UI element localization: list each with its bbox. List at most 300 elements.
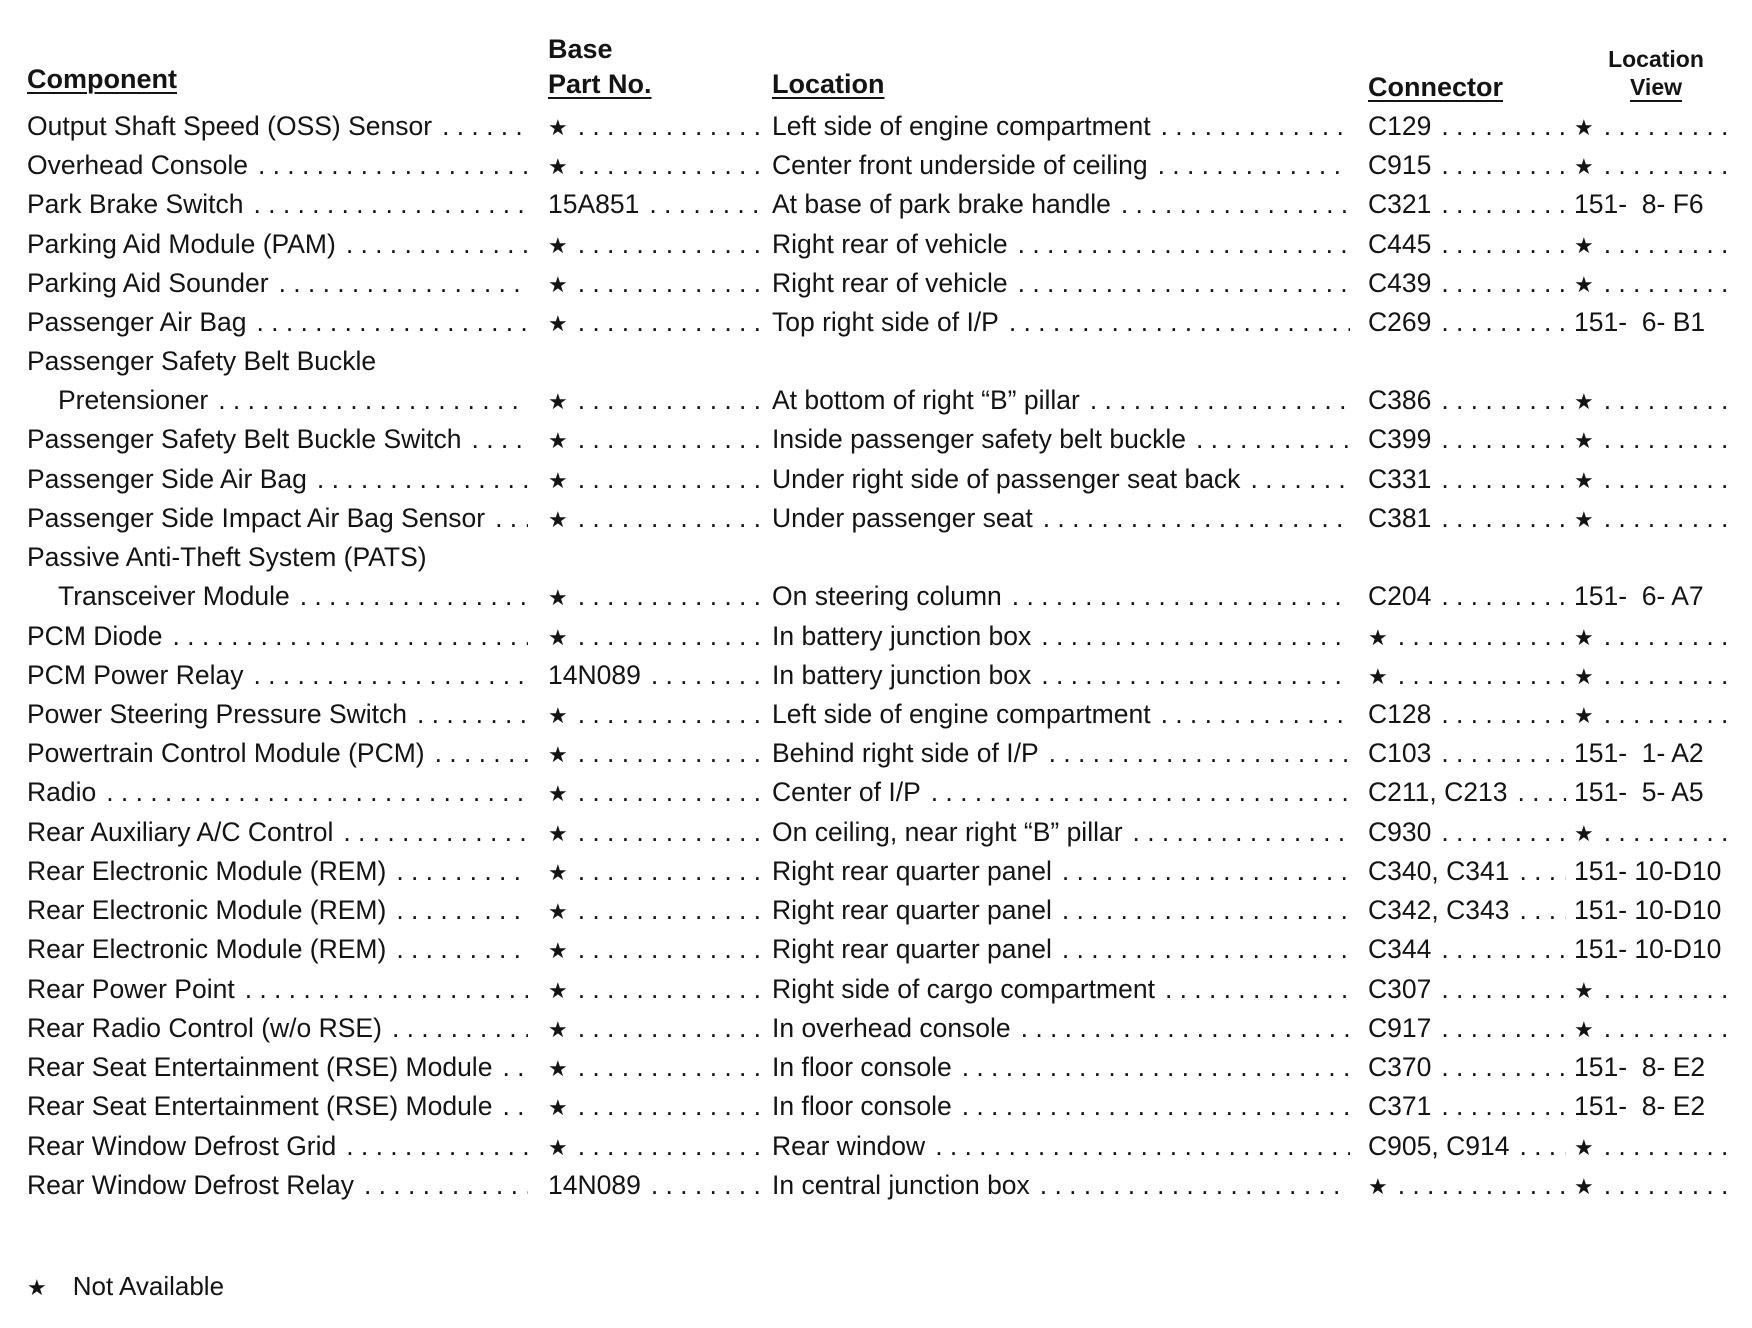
table-row <box>0 814 1752 850</box>
connector-cell-text: C370 <box>1368 1052 1432 1082</box>
connector-cell <box>1368 1167 1570 1203</box>
dot-leader <box>472 421 528 457</box>
dot-leader <box>435 735 528 771</box>
component-cell-text: Overhead Console <box>27 150 248 180</box>
part-number-cell-text: ★ <box>548 507 568 532</box>
location-cell-text: In battery junction box <box>772 660 1032 690</box>
dot-leader <box>578 814 761 850</box>
location-view-cell <box>1574 186 1731 222</box>
dot-leader <box>578 735 761 771</box>
location-cell-text: In overhead console <box>772 1013 1011 1043</box>
connector-cell <box>1368 186 1570 222</box>
dot-leader <box>578 971 761 1007</box>
part-number-cell-text: 15A851 <box>548 189 640 219</box>
part-number-cell-text: ★ <box>548 1056 568 1081</box>
part-number-cell <box>548 421 765 457</box>
dot-leader <box>1604 108 1727 144</box>
dot-leader <box>578 1088 761 1124</box>
dot-leader <box>1604 1010 1727 1046</box>
dot-leader <box>1441 931 1566 967</box>
location-cell-text: Rear window <box>772 1131 926 1161</box>
connector-cell <box>1368 774 1570 810</box>
component-cell-text: Rear Auxiliary A/C Control <box>27 817 334 847</box>
component-cell-text: Rear Window Defrost Relay <box>27 1170 354 1200</box>
part-number-cell <box>548 461 765 497</box>
location-view-cell <box>1574 147 1731 183</box>
connector-cell-text: C371 <box>1368 1091 1432 1121</box>
dot-leader <box>1062 892 1350 928</box>
component-cell <box>27 735 532 771</box>
table-row <box>0 735 1752 771</box>
component-cell-text: Transceiver Module <box>58 581 290 611</box>
dot-leader <box>1441 421 1566 457</box>
location-view-cell <box>1574 265 1731 301</box>
dot-leader <box>578 500 761 536</box>
location-cell <box>772 265 1354 301</box>
table-row <box>0 774 1752 810</box>
dot-leader <box>578 578 761 614</box>
dot-leader <box>317 461 528 497</box>
component-cell-text: Rear Radio Control (w/o RSE) <box>27 1013 382 1043</box>
location-view-cell <box>1574 108 1731 144</box>
connector-cell-text: ★ <box>1368 664 1388 689</box>
header-location: Location <box>772 69 885 99</box>
dot-leader <box>1165 971 1350 1007</box>
connector-cell-text: C129 <box>1368 111 1432 141</box>
location-view-cell <box>1574 735 1731 771</box>
dot-leader <box>578 421 761 457</box>
part-number-cell <box>548 853 765 889</box>
location-cell-text: Right rear quarter panel <box>772 934 1052 964</box>
table-row <box>0 696 1752 732</box>
dot-leader <box>1604 1128 1727 1164</box>
part-number-cell-text: ★ <box>548 978 568 1003</box>
part-number-cell <box>548 147 765 183</box>
dot-leader <box>578 1049 761 1085</box>
location-cell-text: Under passenger seat <box>772 503 1033 533</box>
dot-leader <box>578 147 761 183</box>
part-number-cell-text: ★ <box>548 781 568 806</box>
dot-leader <box>300 578 528 614</box>
connector-cell <box>1368 265 1570 301</box>
dot-leader <box>258 147 528 183</box>
dot-leader <box>1604 226 1727 262</box>
location-cell-text: In floor console <box>772 1052 952 1082</box>
table-row <box>0 226 1752 262</box>
table-row <box>0 853 1752 889</box>
dot-leader <box>1161 696 1350 732</box>
location-cell <box>772 461 1354 497</box>
dot-leader <box>1398 657 1566 693</box>
dot-leader <box>254 186 529 222</box>
location-view-cell-text: ★ <box>1574 1017 1594 1042</box>
dot-leader <box>578 382 761 418</box>
table-row <box>0 1088 1752 1124</box>
location-view-cell-text: ★ <box>1574 233 1594 258</box>
component-cell-text: Park Brake Switch <box>27 189 244 219</box>
dot-leader <box>364 1167 528 1203</box>
location-cell <box>772 618 1354 654</box>
location-view-cell-text: 151- 5- A5 <box>1574 777 1704 807</box>
dot-leader <box>1604 382 1727 418</box>
table-row <box>0 500 1752 536</box>
component-cell <box>27 147 532 183</box>
component-cell-text: Rear Electronic Module (REM) <box>27 856 387 886</box>
dot-leader <box>962 1088 1350 1124</box>
location-view-cell <box>1574 618 1731 654</box>
table-row <box>0 1049 1752 1085</box>
location-view-cell <box>1574 304 1731 340</box>
location-cell-text: On ceiling, near right “B” pillar <box>772 817 1123 847</box>
dot-leader <box>578 265 761 301</box>
component-cell <box>27 618 532 654</box>
location-cell-text: Behind right side of I/P <box>772 738 1039 768</box>
star-icon: ★ <box>27 1275 47 1300</box>
location-cell <box>772 735 1354 771</box>
dot-leader <box>396 931 528 967</box>
dot-leader <box>1041 657 1350 693</box>
dot-leader <box>1441 578 1566 614</box>
dot-leader <box>1604 657 1727 693</box>
connector-cell <box>1368 971 1570 1007</box>
location-cell <box>772 108 1354 144</box>
dot-leader <box>1090 382 1350 418</box>
location-cell <box>772 500 1354 536</box>
component-cell <box>27 265 532 301</box>
location-view-cell <box>1574 814 1731 850</box>
part-number-cell-text: ★ <box>548 860 568 885</box>
location-view-cell <box>1574 461 1731 497</box>
location-cell <box>772 892 1354 928</box>
component-cell <box>27 578 532 614</box>
dot-leader <box>1441 147 1566 183</box>
part-number-cell <box>548 108 765 144</box>
part-number-cell <box>548 931 765 967</box>
component-cell-text: Output Shaft Speed (OSS) Sensor <box>27 111 433 141</box>
table-row <box>0 382 1752 418</box>
dot-leader <box>396 853 528 889</box>
location-cell-text: In central junction box <box>772 1170 1030 1200</box>
location-view-cell <box>1574 1167 1731 1203</box>
component-cell <box>27 892 532 928</box>
connector-cell-text: C930 <box>1368 817 1432 847</box>
table-row <box>0 971 1752 1007</box>
connector-cell-text: C439 <box>1368 268 1432 298</box>
component-cell-text: Rear Electronic Module (REM) <box>27 934 387 964</box>
connector-cell <box>1368 931 1570 967</box>
dot-leader <box>962 1049 1350 1085</box>
location-view-cell-text: 151- 8- F6 <box>1574 189 1704 219</box>
part-number-cell <box>548 735 765 771</box>
part-number-cell <box>548 186 765 222</box>
location-cell-text: Right rear of vehicle <box>772 229 1008 259</box>
dot-leader <box>1441 186 1566 222</box>
dot-leader <box>1604 421 1727 457</box>
connector-cell <box>1368 578 1570 614</box>
part-number-cell-text: ★ <box>548 1095 568 1120</box>
component-cell-text: Power Steering Pressure Switch <box>27 699 407 729</box>
location-view-cell-text: ★ <box>1574 1174 1594 1199</box>
dot-leader <box>1441 461 1566 497</box>
dot-leader <box>578 931 761 967</box>
dot-leader <box>935 1128 1350 1164</box>
part-number-cell-text: ★ <box>548 428 568 453</box>
connector-cell <box>1368 853 1570 889</box>
location-view-cell <box>1574 1128 1731 1164</box>
component-cell <box>27 853 532 889</box>
dot-leader <box>396 892 528 928</box>
connector-cell-text: C211, C213 <box>1368 777 1508 807</box>
location-view-cell-text: 151- 10-D10 <box>1574 934 1722 964</box>
location-cell-text: At base of park brake handle <box>772 189 1111 219</box>
connector-cell-text: C342, C343 <box>1368 895 1510 925</box>
component-cell-text: Passive Anti-Theft System (PATS) <box>27 542 427 572</box>
component-cell <box>27 971 532 1007</box>
table-row <box>0 657 1752 693</box>
location-cell <box>772 774 1354 810</box>
dot-leader <box>279 265 528 301</box>
dot-leader <box>1604 971 1727 1007</box>
table-row <box>0 578 1752 614</box>
location-cell-text: Center front underside of ceiling <box>772 150 1148 180</box>
header-base-part-top: Base <box>548 34 613 64</box>
dot-leader <box>578 696 761 732</box>
table-row <box>0 1167 1752 1203</box>
dot-leader <box>1196 421 1350 457</box>
dot-leader <box>1021 1010 1350 1046</box>
connector-cell-text: C915 <box>1368 150 1432 180</box>
dot-leader <box>1604 814 1727 850</box>
dot-leader <box>578 1010 761 1046</box>
dot-leader <box>1062 853 1350 889</box>
location-view-cell <box>1574 1088 1731 1124</box>
component-cell <box>27 343 532 379</box>
connector-cell <box>1368 1049 1570 1085</box>
part-number-cell <box>548 226 765 262</box>
dot-leader <box>578 618 761 654</box>
location-view-cell <box>1574 578 1731 614</box>
connector-cell-text: C344 <box>1368 934 1432 964</box>
location-cell-text: Right rear quarter panel <box>772 856 1052 886</box>
footnote <box>27 1268 224 1306</box>
part-number-cell <box>548 578 765 614</box>
location-view-cell-text: ★ <box>1574 428 1594 453</box>
connector-cell-text: C321 <box>1368 189 1432 219</box>
location-cell <box>772 226 1354 262</box>
part-number-cell <box>548 618 765 654</box>
component-cell <box>27 774 532 810</box>
connector-cell-text: ★ <box>1368 1174 1388 1199</box>
dot-leader <box>1018 226 1350 262</box>
dot-leader <box>417 696 528 732</box>
dot-leader <box>1441 226 1566 262</box>
dot-leader <box>1398 1167 1566 1203</box>
connector-cell <box>1368 735 1570 771</box>
component-cell <box>27 108 532 144</box>
location-view-cell-text: ★ <box>1574 507 1594 532</box>
component-cell-text: PCM Power Relay <box>27 660 244 690</box>
part-number-cell-text: ★ <box>548 272 568 297</box>
location-view-cell-text: 151- 10-D10 <box>1574 895 1722 925</box>
connector-cell-text: C340, C341 <box>1368 856 1510 886</box>
dot-leader <box>578 226 761 262</box>
connector-cell-text: C445 <box>1368 229 1432 259</box>
location-view-cell-text: ★ <box>1574 978 1594 1003</box>
header-connector: Connector <box>1368 72 1503 102</box>
connector-cell <box>1368 461 1570 497</box>
dot-leader <box>1441 814 1566 850</box>
component-cell <box>27 1010 532 1046</box>
location-cell-text: Under right side of passenger seat back <box>772 464 1241 494</box>
connector-cell-text: C905, C914 <box>1368 1131 1510 1161</box>
location-cell <box>772 657 1354 693</box>
connector-cell <box>1368 108 1570 144</box>
location-cell-text: Left side of engine compartment <box>772 111 1151 141</box>
location-cell <box>772 853 1354 889</box>
component-cell <box>27 1167 532 1203</box>
part-number-cell-text: 14N089 <box>548 660 641 690</box>
dot-leader <box>578 304 761 340</box>
table-row <box>0 108 1752 144</box>
location-view-cell-text: ★ <box>1574 468 1594 493</box>
dot-leader <box>1040 1167 1350 1203</box>
component-cell-text: Rear Power Point <box>27 974 235 1004</box>
component-cell <box>27 814 532 850</box>
connector-cell <box>1368 892 1570 928</box>
dot-leader <box>1441 1049 1566 1085</box>
table-row <box>0 421 1752 457</box>
location-view-cell-text: 151- 1- A2 <box>1574 738 1704 768</box>
table-row <box>0 343 1752 379</box>
component-cell-text: Radio <box>27 777 97 807</box>
location-cell-text: Right side of cargo compartment <box>772 974 1155 1004</box>
dot-leader <box>1043 500 1350 536</box>
location-view-cell-text: 151- 6- B1 <box>1574 307 1706 337</box>
component-cell-text: Parking Aid Sounder <box>27 268 269 298</box>
location-view-cell-text: 151- 8- E2 <box>1574 1052 1706 1082</box>
location-cell <box>772 147 1354 183</box>
component-cell-text: Rear Window Defrost Grid <box>27 1131 337 1161</box>
connector-cell <box>1368 1010 1570 1046</box>
connector-cell-text: ★ <box>1368 625 1388 650</box>
dot-leader <box>495 500 528 536</box>
dot-leader <box>1049 735 1350 771</box>
connector-cell-text: C381 <box>1368 503 1432 533</box>
part-number-cell-text: ★ <box>548 821 568 846</box>
dot-leader <box>1604 461 1727 497</box>
component-cell <box>27 500 532 536</box>
connector-cell-text: C204 <box>1368 581 1432 611</box>
dot-leader <box>1441 500 1566 536</box>
location-cell <box>772 814 1354 850</box>
dot-leader <box>1009 304 1350 340</box>
dot-leader <box>1041 618 1350 654</box>
component-cell <box>27 186 532 222</box>
dot-leader <box>578 1128 761 1164</box>
location-view-cell-text: ★ <box>1574 821 1594 846</box>
dot-leader <box>1519 1128 1566 1164</box>
part-number-cell-text: ★ <box>548 585 568 610</box>
part-number-cell-text: ★ <box>548 1017 568 1042</box>
part-number-cell <box>548 500 765 536</box>
location-cell <box>772 1128 1354 1164</box>
dot-leader <box>931 774 1350 810</box>
component-cell <box>27 539 532 575</box>
dot-leader <box>1441 382 1566 418</box>
part-number-cell-text: ★ <box>548 742 568 767</box>
dot-leader <box>1441 304 1566 340</box>
dot-leader <box>502 1088 528 1124</box>
connector-cell-text: C128 <box>1368 699 1432 729</box>
dot-leader <box>1158 147 1350 183</box>
connector-cell-text: C307 <box>1368 974 1432 1004</box>
dot-leader <box>1519 892 1566 928</box>
dot-leader <box>253 657 528 693</box>
dot-leader <box>1062 931 1350 967</box>
location-view-cell <box>1574 696 1731 732</box>
location-cell-text: Right rear of vehicle <box>772 268 1008 298</box>
part-number-cell <box>548 382 765 418</box>
dot-leader <box>578 774 761 810</box>
connector-cell-text: C917 <box>1368 1013 1432 1043</box>
location-view-cell-text: ★ <box>1574 625 1594 650</box>
component-cell-text: Passenger Side Air Bag <box>27 464 307 494</box>
location-cell <box>772 382 1354 418</box>
component-cell <box>27 226 532 262</box>
location-view-cell <box>1574 892 1731 928</box>
dot-leader <box>1604 147 1727 183</box>
location-cell <box>772 1088 1354 1124</box>
connector-cell <box>1368 421 1570 457</box>
location-view-cell <box>1574 500 1731 536</box>
connector-cell-text: C269 <box>1368 307 1432 337</box>
component-cell-text: Rear Seat Entertainment (RSE) Module <box>27 1091 493 1121</box>
component-cell <box>27 657 532 693</box>
table-row <box>0 1128 1752 1164</box>
component-cell <box>27 382 532 418</box>
part-number-cell <box>548 814 765 850</box>
connector-cell <box>1368 304 1570 340</box>
footnote-text: Not Available <box>72 1271 225 1301</box>
table-row <box>0 304 1752 340</box>
location-cell-text: Center of I/P <box>772 777 921 807</box>
location-cell <box>772 304 1354 340</box>
location-view-cell <box>1574 971 1731 1007</box>
part-number-cell <box>548 696 765 732</box>
location-view-cell <box>1574 421 1731 457</box>
dot-leader <box>1604 500 1727 536</box>
part-number-cell <box>548 304 765 340</box>
dot-leader <box>578 853 761 889</box>
connector-cell-text: C331 <box>1368 464 1432 494</box>
table-row <box>0 186 1752 222</box>
location-view-cell <box>1574 382 1731 418</box>
header-component: Component <box>27 64 177 94</box>
component-cell <box>27 696 532 732</box>
dot-leader <box>1441 265 1566 301</box>
location-cell-text: Right rear quarter panel <box>772 895 1052 925</box>
dot-leader <box>1018 265 1350 301</box>
part-number-cell-text: ★ <box>548 154 568 179</box>
part-number-cell-text: ★ <box>548 899 568 924</box>
component-cell-text: Pretensioner <box>58 385 209 415</box>
location-cell-text: In floor console <box>772 1091 952 1121</box>
part-number-cell <box>548 1167 765 1203</box>
part-number-cell <box>548 1088 765 1124</box>
location-cell-text: In battery junction box <box>772 621 1032 651</box>
dot-leader <box>218 382 528 418</box>
location-cell <box>772 578 1354 614</box>
